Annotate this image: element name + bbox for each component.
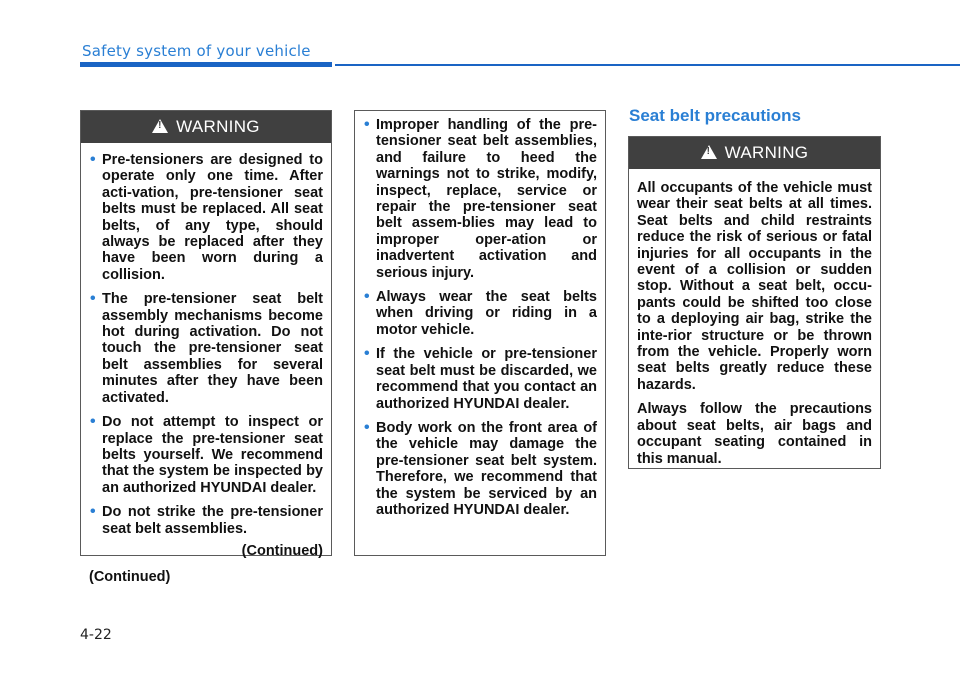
warning-list [89, 152, 323, 537]
warning-heading: WARNING [176, 117, 260, 136]
right-warning-box [628, 136, 881, 469]
warning-paragraph: Always follow the precautions about seat belts, air bags and occupant seating contained in this manual. [637, 401, 872, 467]
warning-paragraph: All occupants of the vehicle must wear their seat belts at all times. Seat belts and child restraints reduce the risk of serious or fatal injuries for all occupants in the event of a collision or sudden stop. Without a seat belt, occu-pants could be shifted too close to a deploying air bag, strike the inte-rior structure or be thrown from the vehicle. Properly worn seat belts greatly reduce these hazards. [637, 180, 872, 393]
warning-list [363, 117, 597, 518]
middle-warning-box [354, 110, 606, 556]
left-warning-box [80, 110, 332, 586]
list-item: • Always wear the seat belts when driving or riding in a motor vehicle. [363, 289, 597, 338]
list-item: • The pre-tensioner seat belt assembly mechanisms become hot during activation. Do not touch the pre-tensioner seat belt assemblies for several minutes after they have been activated. [89, 291, 323, 406]
warning-triangle-icon [152, 119, 168, 133]
list-item: • Body work on the front area of the vehicle may damage the pre-tensioner seat belt system. Therefore, we recommend that the system be serviced by an authorized HYUNDAI dealer. [363, 420, 597, 518]
list-item: • Pre-tensioners are designed to operate only one time. After acti-vation, pre-tensioner seat belts must be replaced. All seat belts, of any type, should always be replaced after they have been worn during a collision. [89, 152, 323, 283]
warning-header [629, 137, 880, 169]
warning-heading: WARNING [724, 143, 809, 162]
list-item: • If the vehicle or pre-tensioner seat belt must be discarded, we recommend that you contact an authorized HYUNDAI dealer. [363, 346, 597, 412]
list-item: • Do not attempt to inspect or replace the pre-tensioner seat belts yourself. We recommend that the system be inspected by an authorized HYUNDAI dealer. [89, 414, 323, 496]
continued-label-right: (Continued) [241, 542, 323, 559]
warning-header [81, 111, 331, 143]
header-title: Safety system of your vehicle [82, 42, 311, 60]
list-item: • Improper handling of the pre-tensioner seat belt assemblies, and failure to heed the warnings not to strike, modify, inspect, replace, service or repair the pre-tensioner seat belt assem-blies may lead to improper oper-ation or inadvertent activation and serious injury. [363, 117, 597, 281]
header-bar-left [80, 62, 332, 67]
page-number: 4-22 [80, 627, 112, 643]
list-item: • Do not strike the pre-tensioner seat belt assemblies. [89, 504, 323, 537]
section-title: Seat belt precautions [629, 106, 801, 125]
header-bar-right [335, 64, 960, 66]
continued-label-left: (Continued) [89, 569, 171, 586]
warning-triangle-icon [701, 145, 717, 159]
